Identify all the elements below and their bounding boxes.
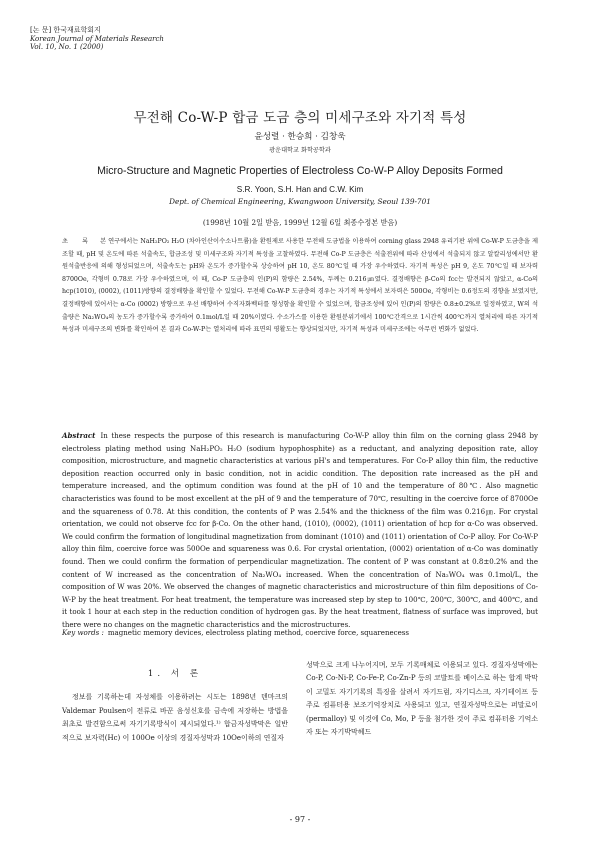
received-dates: (1998년 10월 2일 받음, 1999년 12월 6일 최종수정본 받음) xyxy=(202,218,398,227)
intro-paragraph-right: 성막으로 크게 나누어지며, 모두 기록매체로 이용되고 있다. 경질자성막에는 Co-P, Co-Ni-P, Co-Fe-P, Co-Zn-P 등의 코발트를 베이스로 하는 합계 박막이 고밀도 자기기록의 특징을 살려서 자기드럼, 자기디스크, 자기테이프 등 주로 컴퓨터용 보조기억장치로 사용되고 있고, 연질자성막으로는 퍼말로이(permalloy) 및 이것에 Co, Mo, P 등을 첨가한 것이 주로 컴퓨터용 기억소자 또는 자기박막헤드 xyxy=(306,661,538,737)
journal-header xyxy=(30,26,164,52)
keywords-label: Key words : xyxy=(62,628,104,637)
keywords-text: magnetic memory devices, electroless plating method, coercive force, squarenecess xyxy=(107,628,410,637)
authors-english: S.R. Yoon, S.H. Han and C.W. Kim xyxy=(236,185,364,194)
abstract-korean-label: 초 록 xyxy=(62,238,95,245)
abstract-korean-text: 본 연구에서는 NaH₂PO₂ H₂O (차아인산이수소나트륨)을 환원제로 사용한 무전해 도금법을 이용하여 corning glass 2948 유리기판 위에 Co-W-P 도금층을 제조할 때, pH 및 온도에 따른 석출속도, 합금조성 및 미세구조와 자기적 특성을 고찰하였다. 무전해 Co-P 도금층은 석출전위에 따라 산성에서 석출되지 않고 알칼리성에서만 환원석출반응에 의해 형성되었으며, 석출속도는 pH와 온도가 증가할수록 상승하여 pH 10, 온도 80℃일 때 가장 우수하였다. 자기적 특성은 pH 9, 온도 70℃일 때 보자력 8700Oe, 각형비 0.78로 가장 우수하였으며, 이 때, Co-P 도금층의 인(P)의 함량은 2.54%, 두께는 0.216㎛였다. 결정배향은 β-Co의 fcc는 발견되지 않았고, α-Co의 hcp(1010), (0002), (1011)방향의 결정배향을 확인할 수 있었다. 무전해 Co-W-P 도금층의 경우는 자기적 특성에서 보자력은 500Oe, 각형비는 0.6정도의 경향을 보였지만, 결정배향에 있어서는 α-Co (0002) 방향으로 우선 배향하여 수직자화벡터를 형성함을 확인할 수 있었으며, 합금조성에 있어 인(P)의 함량은 0.8±0.2%로 일정하였고, W의 석출량은 Na₂WO₄의 농도가 증가할수록 증가하여 0.1mol/L일 때 20%이였다. 수소가스를 이용한 환원분위기에서 100℃간격으로 1시간씩 400℃까지 열처리에 따른 자기적 특성과 미세구조의 변화를 확인하여 본 결과 Co-W-P는 열처리에 따라 표면의 평활도는 향상되었지만, 자기적 특성과 미세구조에는 아무런 변화가 없었다. xyxy=(62,238,538,334)
body-column-left xyxy=(62,668,288,745)
journal-volume: Vol. 10, No. 1 (2000) xyxy=(30,43,104,52)
authors-korean: 윤성렬 · 한승희 · 김창욱 xyxy=(254,132,346,142)
journal-name-ko: [논 문] 한국재료학회지 xyxy=(30,26,101,34)
keywords xyxy=(62,628,538,637)
title-english: Micro-Structure and Magnetic Properties of Electroless Co-W-P Alloy Deposits Formed xyxy=(97,165,503,177)
department-english: Dept. of Chemical Engineering, Kwangwoon University, Seoul 139-701 xyxy=(169,197,431,206)
abstract-english-text: In these respects the purpose of this research is manufacturing Co-W-P alloy thin film on the corning glass 2948 by electroless plating method using NaH₂PO₂ H₂O (sodium hypophosphite) as a reductant, and analyzing deposition rate, alloy composition, microstructure, and magnetic characteristics at various pH's and temperatures. For Co-P alloy thin film, the reductive deposition reaction occurred only in basic condition, not in acidic condition. The deposition rate increased as the pH and temperature increased, and the optimum condition was found at the pH of 10 and the temperature of 80℃. Also magnetic characteristics was found to be most excellent at the pH of 9 and the temperature of 70℃, resulting in the coercive force of 8700Oe and the squareness of 0.78. At this condition, the contents of P was 2.54% and the thickness of the film was 0.216㎛. For crystal orientation, we could not observe fcc for β-Co. On the other hand, (1010), (0002), (1011) orientation of hcp for α-Co was observed. We could confirm the formation of longitudinal magnetization from dominant (1010) and (1011) orientation of Co-P alloy. For Co-W-P alloy thin film, coercive force was 500Oe and squareness was 0.6. For crystal orientation, (0002) orientation of α-Co was dominatly found. Then we could confirm the formation of perpendicular magnetization. The content of P was constant at 0.8±0.2% and the content of W increased as the concentration of Na₂WO₄ increased. When the concentration of Na₂WO₄ was 0.1mol/L, the composition of W was 20%. We observed the changes of magnetic characteristics and microstructure of thin film depositions of Co-W-P by the heat treatment. For heat treatment, the temperature was increased step by step to 100℃, 200℃, 300℃, and 400℃, and it took 1 hour at each step in the reduction condition of hydrogen gas. By the heat treatment, flatness of surface was improved, but there were no changes on the magnetic characteristics and the microstructures. xyxy=(62,431,538,629)
page-number: - 97 - xyxy=(289,815,311,824)
body-column-right xyxy=(306,659,538,739)
abstract-english xyxy=(62,430,538,632)
title-korean: 무전해 Co-W-P 합금 도금 층의 미세구조와 자기적 특성 xyxy=(133,110,467,126)
abstract-english-label: Abstract xyxy=(62,431,96,440)
intro-paragraph-left: 정보를 기록하는데 자성체를 이용하려는 시도는 1898년 덴마크의 Valdemar Poulsen이 전류로 바꾼 음성신호를 금속에 저장하는 방법을 최초로 발견함으로써 자기기록방식이 제시되었다.¹⁾ 합금자성박막은 일반적으로 보자력(Hc) 이 100Oe 이상의 경질자성막과 10Oe이하의 연질자 xyxy=(62,693,288,742)
journal-name-en: Korean Journal of Materials Research xyxy=(30,34,164,43)
affiliation-korean: 광운대학교 화학공학과 xyxy=(269,147,331,154)
abstract-korean xyxy=(62,236,538,337)
section-heading-introduction: 1. 서 론 xyxy=(147,669,203,679)
